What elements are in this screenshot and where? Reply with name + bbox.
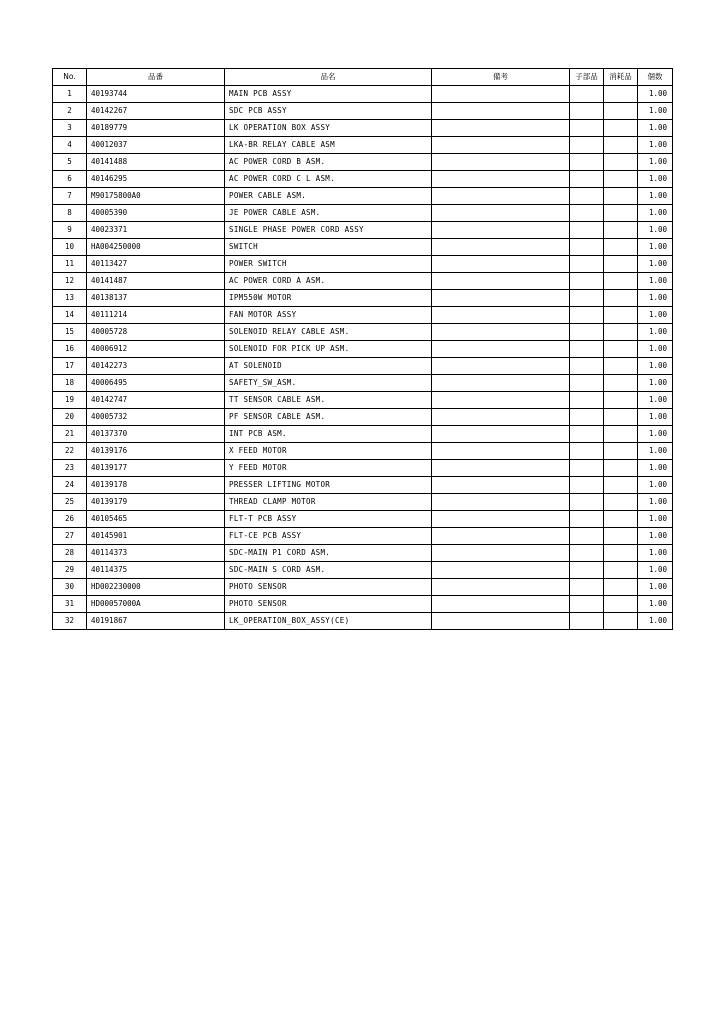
cell-part-number: HA004250000 (87, 239, 225, 256)
cell-quantity: 1.00 (638, 596, 673, 613)
cell-quantity: 1.00 (638, 562, 673, 579)
cell-part-name: THREAD CLAMP MOTOR (225, 494, 432, 511)
cell-part-number: 40012037 (87, 137, 225, 154)
table-row (53, 256, 673, 273)
cell-part-number: 40111214 (87, 307, 225, 324)
table-row (53, 375, 673, 392)
cell-quantity: 1.00 (638, 392, 673, 409)
cell-no: 31 (53, 596, 87, 613)
cell-quantity: 1.00 (638, 494, 673, 511)
cell-part-number: M90175800A0 (87, 188, 225, 205)
cell-no: 1 (53, 86, 87, 103)
cell-remarks (432, 205, 570, 222)
table-row (53, 324, 673, 341)
cell-child-part (570, 341, 604, 358)
cell-quantity: 1.00 (638, 222, 673, 239)
cell-part-number: 40139177 (87, 460, 225, 477)
cell-part-number: 40142747 (87, 392, 225, 409)
cell-part-name: LK_OPERATION_BOX_ASSY(CE) (225, 613, 432, 630)
cell-no: 23 (53, 460, 87, 477)
cell-part-name: Y FEED MOTOR (225, 460, 432, 477)
cell-quantity: 1.00 (638, 579, 673, 596)
cell-quantity: 1.00 (638, 528, 673, 545)
cell-part-number: 40142273 (87, 358, 225, 375)
cell-part-number: 40137370 (87, 426, 225, 443)
cell-part-name: SOLENOID RELAY CABLE ASM. (225, 324, 432, 341)
table-row (53, 290, 673, 307)
cell-consumable (604, 188, 638, 205)
cell-part-number: 40141488 (87, 154, 225, 171)
cell-quantity: 1.00 (638, 188, 673, 205)
table-row (53, 494, 673, 511)
cell-no: 30 (53, 579, 87, 596)
cell-child-part (570, 460, 604, 477)
cell-part-name: INT PCB ASM. (225, 426, 432, 443)
cell-child-part (570, 392, 604, 409)
cell-part-name: LK OPERATION BOX ASSY (225, 120, 432, 137)
cell-remarks (432, 358, 570, 375)
cell-consumable (604, 290, 638, 307)
cell-child-part (570, 239, 604, 256)
cell-part-name: SINGLE PHASE POWER CORD ASSY (225, 222, 432, 239)
cell-remarks (432, 545, 570, 562)
cell-part-number: 40114375 (87, 562, 225, 579)
cell-part-number: 40005732 (87, 409, 225, 426)
cell-part-name: FAN MOTOR ASSY (225, 307, 432, 324)
table-row (53, 171, 673, 188)
cell-part-number: 40141487 (87, 273, 225, 290)
table-header-row (53, 69, 673, 86)
cell-child-part (570, 324, 604, 341)
cell-no: 21 (53, 426, 87, 443)
cell-quantity: 1.00 (638, 137, 673, 154)
cell-no: 24 (53, 477, 87, 494)
table-row (53, 460, 673, 477)
cell-no: 17 (53, 358, 87, 375)
cell-no: 20 (53, 409, 87, 426)
cell-no: 7 (53, 188, 87, 205)
cell-child-part (570, 188, 604, 205)
cell-consumable (604, 528, 638, 545)
cell-remarks (432, 137, 570, 154)
cell-part-number: 40138137 (87, 290, 225, 307)
table-row (53, 443, 673, 460)
cell-consumable (604, 375, 638, 392)
cell-consumable (604, 477, 638, 494)
cell-quantity: 1.00 (638, 545, 673, 562)
cell-quantity: 1.00 (638, 511, 673, 528)
cell-consumable (604, 86, 638, 103)
header-part-number: 品番 (87, 69, 225, 86)
table-row (53, 86, 673, 103)
cell-part-name: X FEED MOTOR (225, 443, 432, 460)
cell-child-part (570, 579, 604, 596)
cell-no: 5 (53, 154, 87, 171)
cell-quantity: 1.00 (638, 205, 673, 222)
table-row (53, 120, 673, 137)
cell-child-part (570, 596, 604, 613)
cell-part-number: 40142267 (87, 103, 225, 120)
table-row (53, 307, 673, 324)
cell-remarks (432, 307, 570, 324)
cell-part-name: SDC PCB ASSY (225, 103, 432, 120)
cell-part-number: 40114373 (87, 545, 225, 562)
cell-consumable (604, 460, 638, 477)
cell-quantity: 1.00 (638, 171, 673, 188)
cell-part-number: 40006912 (87, 341, 225, 358)
cell-remarks (432, 409, 570, 426)
cell-remarks (432, 494, 570, 511)
table-row (53, 579, 673, 596)
cell-no: 18 (53, 375, 87, 392)
cell-quantity: 1.00 (638, 358, 673, 375)
cell-part-name: SDC-MAIN S CORD ASM. (225, 562, 432, 579)
header-consumable: 消耗品 (604, 69, 638, 86)
table-row (53, 613, 673, 630)
cell-child-part (570, 205, 604, 222)
cell-child-part (570, 426, 604, 443)
cell-part-name: POWER SWITCH (225, 256, 432, 273)
table-row (53, 137, 673, 154)
cell-part-name: SDC-MAIN P1 CORD ASM. (225, 545, 432, 562)
cell-no: 27 (53, 528, 87, 545)
cell-quantity: 1.00 (638, 477, 673, 494)
cell-consumable (604, 256, 638, 273)
table-row (53, 426, 673, 443)
cell-part-number: 40193744 (87, 86, 225, 103)
cell-part-number: 40005390 (87, 205, 225, 222)
cell-part-name: POWER CABLE ASM. (225, 188, 432, 205)
cell-child-part (570, 86, 604, 103)
cell-child-part (570, 103, 604, 120)
cell-consumable (604, 103, 638, 120)
cell-remarks (432, 477, 570, 494)
cell-no: 22 (53, 443, 87, 460)
cell-no: 4 (53, 137, 87, 154)
cell-consumable (604, 613, 638, 630)
cell-remarks (432, 120, 570, 137)
cell-no: 16 (53, 341, 87, 358)
cell-quantity: 1.00 (638, 154, 673, 171)
cell-consumable (604, 426, 638, 443)
table-row (53, 222, 673, 239)
table-row (53, 341, 673, 358)
cell-child-part (570, 154, 604, 171)
cell-remarks (432, 375, 570, 392)
cell-child-part (570, 443, 604, 460)
table-row (53, 188, 673, 205)
cell-quantity: 1.00 (638, 613, 673, 630)
cell-part-number: 40113427 (87, 256, 225, 273)
parts-list-table (52, 68, 673, 630)
cell-consumable (604, 562, 638, 579)
cell-child-part (570, 477, 604, 494)
table-row (53, 392, 673, 409)
cell-part-name: PHOTO SENSOR (225, 596, 432, 613)
cell-no: 15 (53, 324, 87, 341)
cell-remarks (432, 222, 570, 239)
cell-quantity: 1.00 (638, 460, 673, 477)
cell-child-part (570, 613, 604, 630)
cell-consumable (604, 137, 638, 154)
cell-part-number: 40189779 (87, 120, 225, 137)
cell-no: 3 (53, 120, 87, 137)
cell-remarks (432, 171, 570, 188)
cell-quantity: 1.00 (638, 290, 673, 307)
cell-consumable (604, 494, 638, 511)
cell-consumable (604, 579, 638, 596)
cell-child-part (570, 409, 604, 426)
cell-part-number: 40006495 (87, 375, 225, 392)
cell-child-part (570, 290, 604, 307)
table-row (53, 154, 673, 171)
cell-remarks (432, 341, 570, 358)
cell-remarks (432, 579, 570, 596)
cell-part-name: PHOTO SENSOR (225, 579, 432, 596)
cell-quantity: 1.00 (638, 307, 673, 324)
header-no: No. (53, 69, 87, 86)
cell-child-part (570, 273, 604, 290)
table-row (53, 273, 673, 290)
cell-consumable (604, 596, 638, 613)
header-child-part: 子部品 (570, 69, 604, 86)
cell-consumable (604, 545, 638, 562)
cell-part-name: AT SOLENOID (225, 358, 432, 375)
cell-no: 13 (53, 290, 87, 307)
cell-consumable (604, 409, 638, 426)
table-row (53, 477, 673, 494)
cell-part-number: 40139176 (87, 443, 225, 460)
table-row (53, 239, 673, 256)
cell-part-name: SAFETY_SW_ASM. (225, 375, 432, 392)
cell-consumable (604, 341, 638, 358)
cell-part-number: 40023371 (87, 222, 225, 239)
cell-consumable (604, 511, 638, 528)
cell-quantity: 1.00 (638, 256, 673, 273)
cell-no: 9 (53, 222, 87, 239)
cell-part-number: 40139179 (87, 494, 225, 511)
cell-part-name: TT SENSOR CABLE ASM. (225, 392, 432, 409)
cell-remarks (432, 239, 570, 256)
cell-part-name: AC POWER CORD A ASM. (225, 273, 432, 290)
cell-no: 12 (53, 273, 87, 290)
cell-child-part (570, 137, 604, 154)
cell-consumable (604, 307, 638, 324)
cell-consumable (604, 239, 638, 256)
cell-part-name: SOLENOID FOR PICK UP ASM. (225, 341, 432, 358)
header-quantity: 個数 (638, 69, 673, 86)
cell-remarks (432, 273, 570, 290)
cell-part-number: 40146295 (87, 171, 225, 188)
cell-consumable (604, 171, 638, 188)
cell-quantity: 1.00 (638, 426, 673, 443)
cell-no: 8 (53, 205, 87, 222)
cell-quantity: 1.00 (638, 443, 673, 460)
header-remarks: 備考 (432, 69, 570, 86)
cell-part-name: AC POWER CORD B ASM. (225, 154, 432, 171)
cell-remarks (432, 460, 570, 477)
cell-remarks (432, 392, 570, 409)
cell-child-part (570, 375, 604, 392)
cell-remarks (432, 103, 570, 120)
cell-no: 14 (53, 307, 87, 324)
cell-remarks (432, 256, 570, 273)
table-row (53, 511, 673, 528)
cell-remarks (432, 613, 570, 630)
cell-child-part (570, 171, 604, 188)
cell-part-number: 40005728 (87, 324, 225, 341)
cell-no: 25 (53, 494, 87, 511)
cell-consumable (604, 205, 638, 222)
table-row (53, 409, 673, 426)
cell-consumable (604, 392, 638, 409)
cell-part-name: IPM550W MOTOR (225, 290, 432, 307)
cell-quantity: 1.00 (638, 86, 673, 103)
cell-remarks (432, 290, 570, 307)
cell-consumable (604, 324, 638, 341)
cell-part-name: FLT-CE PCB ASSY (225, 528, 432, 545)
cell-remarks (432, 596, 570, 613)
cell-part-number: 40145901 (87, 528, 225, 545)
cell-no: 26 (53, 511, 87, 528)
cell-part-name: MAIN PCB ASSY (225, 86, 432, 103)
table-row (53, 545, 673, 562)
cell-part-name: LKA-BR RELAY CABLE ASM (225, 137, 432, 154)
cell-quantity: 1.00 (638, 120, 673, 137)
cell-child-part (570, 222, 604, 239)
cell-consumable (604, 443, 638, 460)
cell-part-name: PRESSER LIFTING MOTOR (225, 477, 432, 494)
cell-child-part (570, 545, 604, 562)
cell-quantity: 1.00 (638, 341, 673, 358)
cell-remarks (432, 188, 570, 205)
table-row (53, 596, 673, 613)
cell-child-part (570, 307, 604, 324)
cell-remarks (432, 86, 570, 103)
table-row (53, 358, 673, 375)
cell-consumable (604, 222, 638, 239)
cell-part-name: PF SENSOR CABLE ASM. (225, 409, 432, 426)
cell-part-number: 40191867 (87, 613, 225, 630)
cell-remarks (432, 443, 570, 460)
cell-consumable (604, 273, 638, 290)
cell-part-number: HD00057000A (87, 596, 225, 613)
cell-part-name: AC POWER CORD C L ASM. (225, 171, 432, 188)
cell-no: 6 (53, 171, 87, 188)
cell-child-part (570, 120, 604, 137)
table-row (53, 562, 673, 579)
cell-part-name: SWITCH (225, 239, 432, 256)
cell-part-number: 40105465 (87, 511, 225, 528)
cell-no: 19 (53, 392, 87, 409)
cell-quantity: 1.00 (638, 273, 673, 290)
cell-part-number: 40139178 (87, 477, 225, 494)
cell-child-part (570, 256, 604, 273)
cell-part-name: JE POWER CABLE ASM. (225, 205, 432, 222)
cell-part-name: FLT-T PCB ASSY (225, 511, 432, 528)
table-row (53, 528, 673, 545)
cell-quantity: 1.00 (638, 409, 673, 426)
cell-no: 10 (53, 239, 87, 256)
cell-no: 2 (53, 103, 87, 120)
cell-remarks (432, 154, 570, 171)
cell-remarks (432, 528, 570, 545)
table-row (53, 103, 673, 120)
cell-consumable (604, 154, 638, 171)
cell-quantity: 1.00 (638, 324, 673, 341)
cell-no: 29 (53, 562, 87, 579)
cell-quantity: 1.00 (638, 103, 673, 120)
cell-no: 28 (53, 545, 87, 562)
cell-child-part (570, 358, 604, 375)
cell-no: 11 (53, 256, 87, 273)
cell-quantity: 1.00 (638, 239, 673, 256)
cell-remarks (432, 324, 570, 341)
cell-remarks (432, 426, 570, 443)
cell-quantity: 1.00 (638, 375, 673, 392)
cell-consumable (604, 120, 638, 137)
cell-child-part (570, 494, 604, 511)
header-part-name: 品名 (225, 69, 432, 86)
cell-child-part (570, 562, 604, 579)
cell-part-number: HD002230000 (87, 579, 225, 596)
cell-child-part (570, 528, 604, 545)
cell-no: 32 (53, 613, 87, 630)
cell-child-part (570, 511, 604, 528)
cell-consumable (604, 358, 638, 375)
table-row (53, 205, 673, 222)
cell-remarks (432, 511, 570, 528)
cell-remarks (432, 562, 570, 579)
